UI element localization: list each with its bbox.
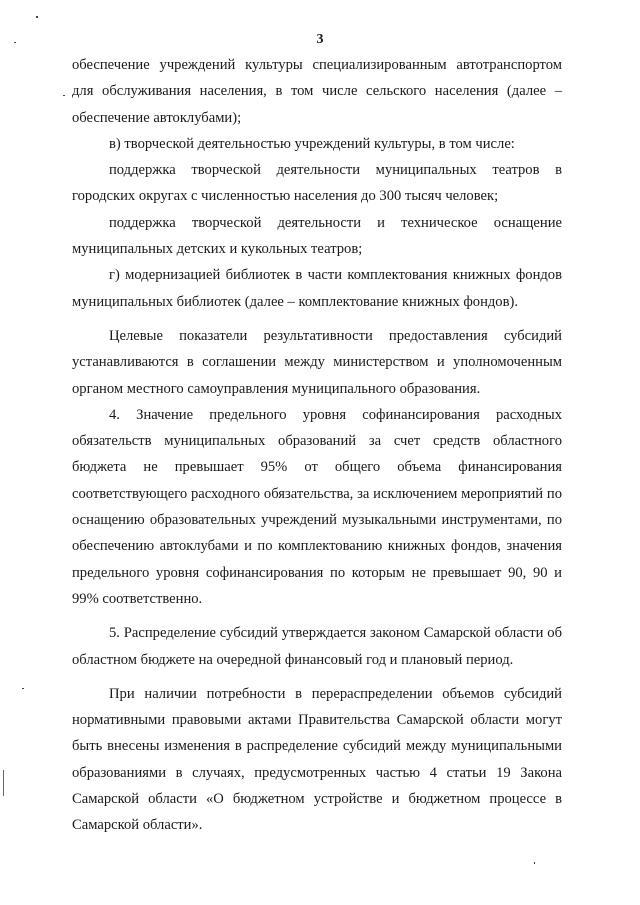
paragraph-cofinancing-level: 4. Значение предельного уровня софинансирования расходных обязательств муниципальных образований за счет средств областного бюджета не превышает 95% от общего объема финансирования соответствующего расходного обязательства, за исключением мероприятий по оснащению образовательных учреждений музыкальными инструментами, по обеспечению автоклубами и по комплектованию книжных фондов, значения предельного уровня софинансирования по которым не превышает 90, 90 и 99% соответственно. bbox=[72, 406, 562, 607]
scan-speck bbox=[534, 862, 535, 864]
paragraph-vehicles: обеспечение учреждений культуры специализированным автотранспортом для обслуживания населения, в том числе сельского населения (далее – обеспечение автоклубами); bbox=[72, 57, 562, 126]
document-body bbox=[72, 52, 562, 839]
page-number: 3 bbox=[316, 32, 324, 47]
paragraph-municipal-theatres: поддержка творческой деятельности муниципальных театров в городских округах с численностью населения до 300 тысяч человек; bbox=[72, 162, 562, 205]
paragraph-distribution: 5. Распределение субсидий утверждается законом Самарской области об областном бюджете на очередной финансовый год и плановый период. bbox=[72, 625, 562, 668]
paragraph-children-theatres: поддержка творческой деятельности и техническое оснащение муниципальных детских и кукольных театров; bbox=[72, 214, 562, 258]
scan-speck bbox=[36, 16, 38, 18]
scan-edge-mark bbox=[3, 770, 4, 796]
scan-speck bbox=[22, 688, 24, 689]
paragraph-libraries: г) модернизацией библиотек в части комплектования книжных фондов муниципальных библиотек (далее – комплектование книжных фондов). bbox=[72, 267, 562, 310]
paragraph-target-indicators: Целевые показатели результативности предоставления субсидий устанавливаются в соглашении между министерством и уполномоченным органом местного самоуправления муниципального образования. bbox=[72, 327, 562, 397]
paragraph-redistribution: При наличии потребности в перераспределении объемов субсидий нормативными правовыми актами Правительства Самарской области могут быть внесены изменения в распределение субсидий между муниципальными образованиями в случаях, предусмотренных частью 4 статьи 19 Закона Самарской области «О бюджетном устройстве и бюджетном процессе в Самарской области». bbox=[72, 685, 562, 834]
paragraph-creative-activity: в) творческой деятельностью учреждений культуры, в том числе: bbox=[109, 135, 515, 152]
scan-speck bbox=[63, 95, 65, 96]
